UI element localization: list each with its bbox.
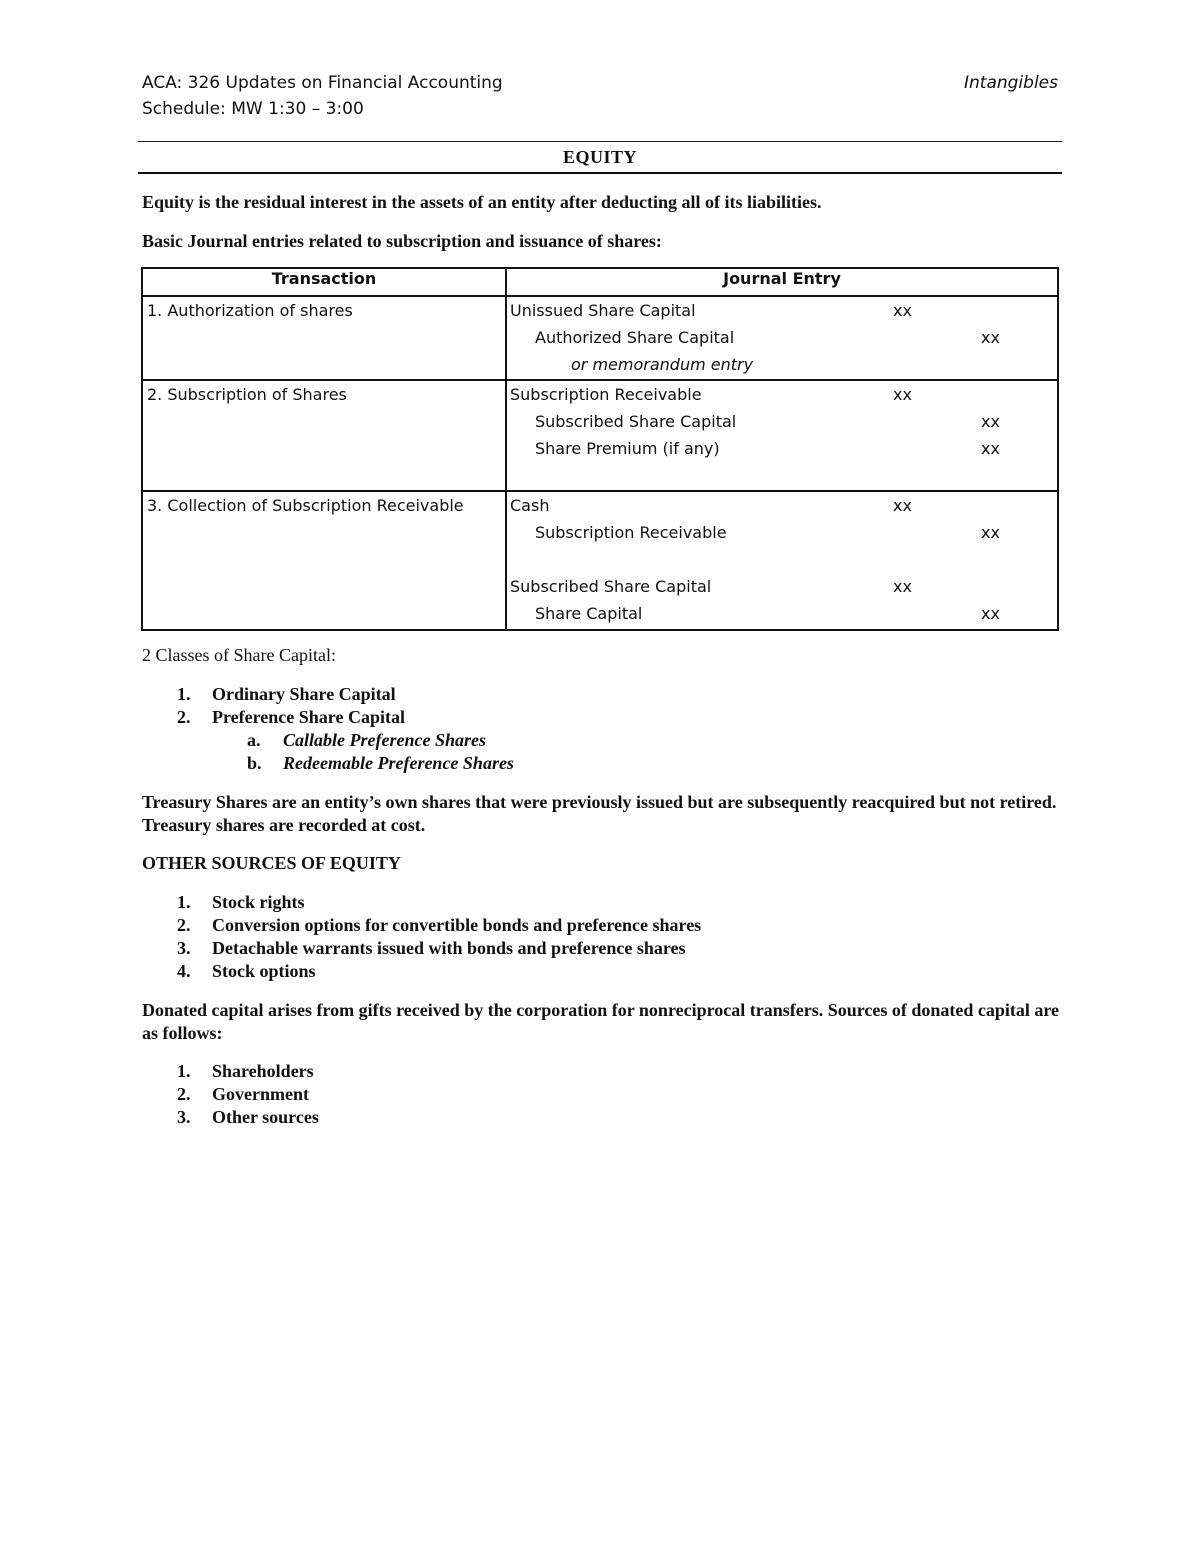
- table-row: [142, 380, 1058, 491]
- share-classes-heading: 2 Classes of Share Capital:: [142, 645, 336, 665]
- list-number: 2.: [177, 707, 191, 727]
- list-text: Preference Share Capital: [212, 707, 405, 727]
- table-row: [142, 296, 1058, 380]
- journal-entry-table: [141, 267, 1059, 631]
- entry-line: [507, 297, 1057, 324]
- list-number: 2.: [177, 1084, 191, 1104]
- debit-amount: xx: [893, 577, 912, 596]
- account-name: Share Premium (if any): [535, 439, 720, 458]
- list-number: 1.: [177, 684, 191, 704]
- memo-note: or memorandum entry: [571, 355, 754, 374]
- entry-line: [507, 351, 1057, 378]
- debit-amount: xx: [893, 301, 912, 320]
- account-name: Unissued Share Capital: [510, 301, 696, 320]
- account-name: Cash: [510, 496, 550, 515]
- table-row: [142, 491, 1058, 630]
- list-text: Redeemable Preference Shares: [283, 753, 514, 773]
- entry-line: [507, 600, 1057, 627]
- account-name: Authorized Share Capital: [535, 328, 735, 347]
- bottom-rule: [138, 172, 1062, 174]
- list-text: Detachable warrants issued with bonds and preference shares: [212, 938, 686, 958]
- list-text: Shareholders: [212, 1061, 314, 1081]
- list-text: Government: [212, 1084, 309, 1104]
- list-number: 4.: [177, 961, 191, 981]
- journal-entry-cell: [506, 380, 1058, 491]
- account-name: Subscription Receivable: [510, 385, 702, 404]
- entry-line: [507, 573, 1057, 600]
- credit-amount: xx: [981, 523, 1000, 542]
- entry-line: [507, 435, 1057, 462]
- list-letter: a.: [247, 730, 261, 750]
- list-text: Conversion options for convertible bonds and preference shares: [212, 915, 702, 935]
- credit-amount: xx: [981, 328, 1000, 347]
- list-number: 2.: [177, 915, 191, 935]
- donated-capital-paragraph: Donated capital arises from gifts received by the corporation for nonreciprocal transfers. Sources of donated capital are as follows:: [142, 1000, 1060, 1043]
- entry-line: [507, 408, 1057, 435]
- list-text: Callable Preference Shares: [283, 730, 486, 750]
- treasury-shares-paragraph: Treasury Shares are an entity’s own shares that were previously issued but are subsequently reacquired but not retired. Treasury shares are recorded at cost.: [142, 792, 1057, 835]
- list-letter: b.: [247, 753, 262, 773]
- entry-line: [507, 492, 1057, 519]
- column-header-transaction: Transaction: [142, 268, 506, 296]
- debit-amount: xx: [893, 385, 912, 404]
- list-number: 1.: [177, 1061, 191, 1081]
- entry-line: [507, 519, 1057, 546]
- list-number: 3.: [177, 1107, 191, 1127]
- entry-line: [507, 381, 1057, 408]
- account-name: Subscribed Share Capital: [535, 412, 737, 431]
- account-name: Subscription Receivable: [535, 523, 727, 542]
- entry-spacer: [507, 546, 1057, 573]
- journal-entry-cell: [506, 491, 1058, 630]
- course-title: ACA: 326 Updates on Financial Accounting: [142, 73, 503, 93]
- journal-intro: Basic Journal entries related to subscription and issuance of shares:: [142, 231, 662, 251]
- account-name: Subscribed Share Capital: [510, 577, 712, 596]
- list-text: Stock options: [212, 961, 316, 981]
- list-text: Other sources: [212, 1107, 319, 1127]
- topic-label: Intangibles: [964, 73, 1058, 93]
- journal-entry-cell: [506, 296, 1058, 380]
- list-text: Stock rights: [212, 892, 305, 912]
- schedule-text: Schedule: MW 1:30 – 3:00: [142, 99, 364, 119]
- equity-definition: Equity is the residual interest in the assets of an entity after deducting all of its liabilities.: [142, 192, 822, 212]
- credit-amount: xx: [981, 604, 1000, 623]
- transaction-cell: 1. Authorization of shares: [142, 296, 506, 380]
- table-header-row: [142, 268, 1058, 296]
- top-rule: [138, 141, 1062, 142]
- other-sources-heading: OTHER SOURCES OF EQUITY: [142, 853, 401, 873]
- entry-line: [507, 324, 1057, 351]
- list-number: 1.: [177, 892, 191, 912]
- credit-amount: xx: [981, 412, 1000, 431]
- column-header-journal-entry: Journal Entry: [506, 268, 1058, 296]
- debit-amount: xx: [893, 496, 912, 515]
- credit-amount: xx: [981, 439, 1000, 458]
- account-name: Share Capital: [535, 604, 643, 623]
- transaction-cell: 2. Subscription of Shares: [142, 380, 506, 491]
- list-number: 3.: [177, 938, 191, 958]
- transaction-cell: 3. Collection of Subscription Receivable: [142, 491, 506, 630]
- list-text: Ordinary Share Capital: [212, 684, 396, 704]
- page-title: EQUITY: [562, 147, 637, 167]
